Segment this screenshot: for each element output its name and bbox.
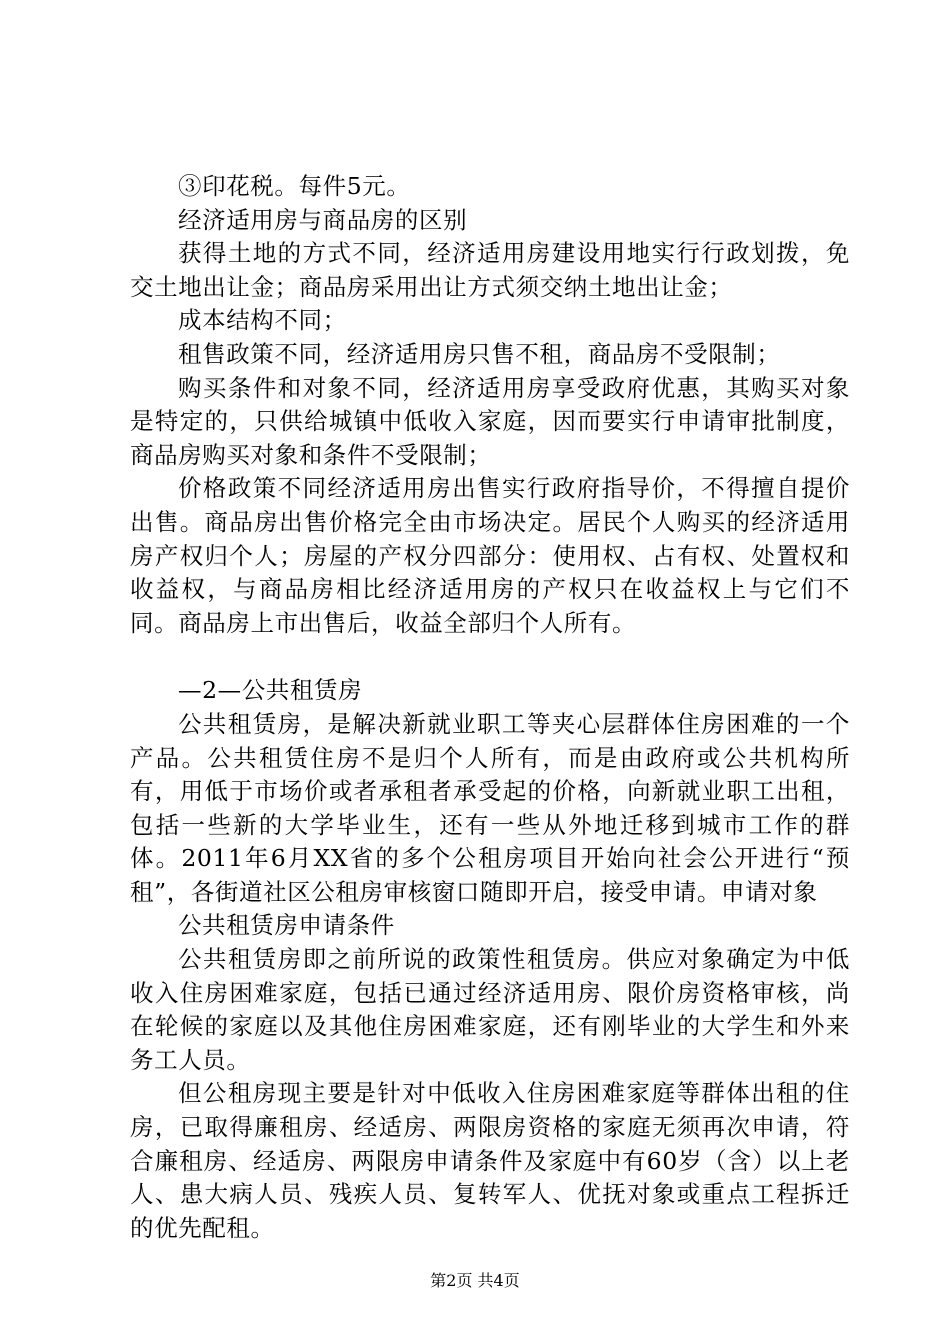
paragraph: 公共租赁房，是解决新就业职工等夹心层群体住房困难的一个产品。公共租赁住房不是归个人所有，而是由政府或公共机构所有，用低于市场价或者承租者承受起的价格，向新就业职工出租，包括一些新的大学毕业生，还有一些从外地迁移到城市工作的群体。2011年6月XX省的多个公租房项目开始向社会公开进行“预租”，各街道社区公租房审核窗口随即开启，接受申请。申请对象 [130,709,850,906]
paragraph: 公共租赁房即之前所说的政策性租赁房。供应对象确定为中低收入住房困难家庭，包括已通过经济适用房、限价房资格审核，尚在轮候的家庭以及其他住房困难家庭，还有刚毕业的大学生和外来务工人员。 [130,945,850,1074]
paragraph: 但公租房现主要是针对中低收入住房困难家庭等群体出租的住房，已取得廉租房、经适房、两限房资格的家庭无须再次申请，符合廉租房、经适房、两限房申请条件及家庭中有60岁（含）以上老人、患大病人员、残疾人员、复转军人、优抚对象或重点工程拆迁的优先配租。 [130,1079,850,1242]
page-footer: 第2页 共4页 [430,1271,520,1290]
paragraph: 经济适用房与商品房的区别 [178,205,468,234]
paragraph: 公共租赁房申请条件 [178,911,395,940]
paragraph: 价格政策不同经济适用房出售实行政府指导价，不得擅自提价出售。商品房出售价格完全由市场决定。居民个人购买的经济适用房产权归个人；房屋的产权分四部分：使用权、占有权、处置权和收益权，与商品房相比经济适用房的产权只在收益权上与它们不同。商品房上市出售后，收益全部归个人所有。 [130,474,850,637]
document-body [130,170,850,1245]
paragraph: 成本结构不同； [178,306,347,335]
paragraph: 租售政策不同，经济适用房只售不租，商品房不受限制； [178,339,781,368]
paragraph: 获得土地的方式不同，经济适用房建设用地实行行政划拨，免交土地出让金；商品房采用出让方式须交纳土地出让金； [130,239,850,301]
section-gap [130,640,850,674]
paragraph: ③印花税。每件5元。 [178,172,411,200]
section-heading: —2—公共租赁房 [178,676,363,705]
paragraph: 购买条件和对象不同，经济适用房享受政府优惠，其购买对象是特定的，只供给城镇中低收入家庭，因而要实行申请审批制度，商品房购买对象和条件不受限制； [130,373,850,469]
